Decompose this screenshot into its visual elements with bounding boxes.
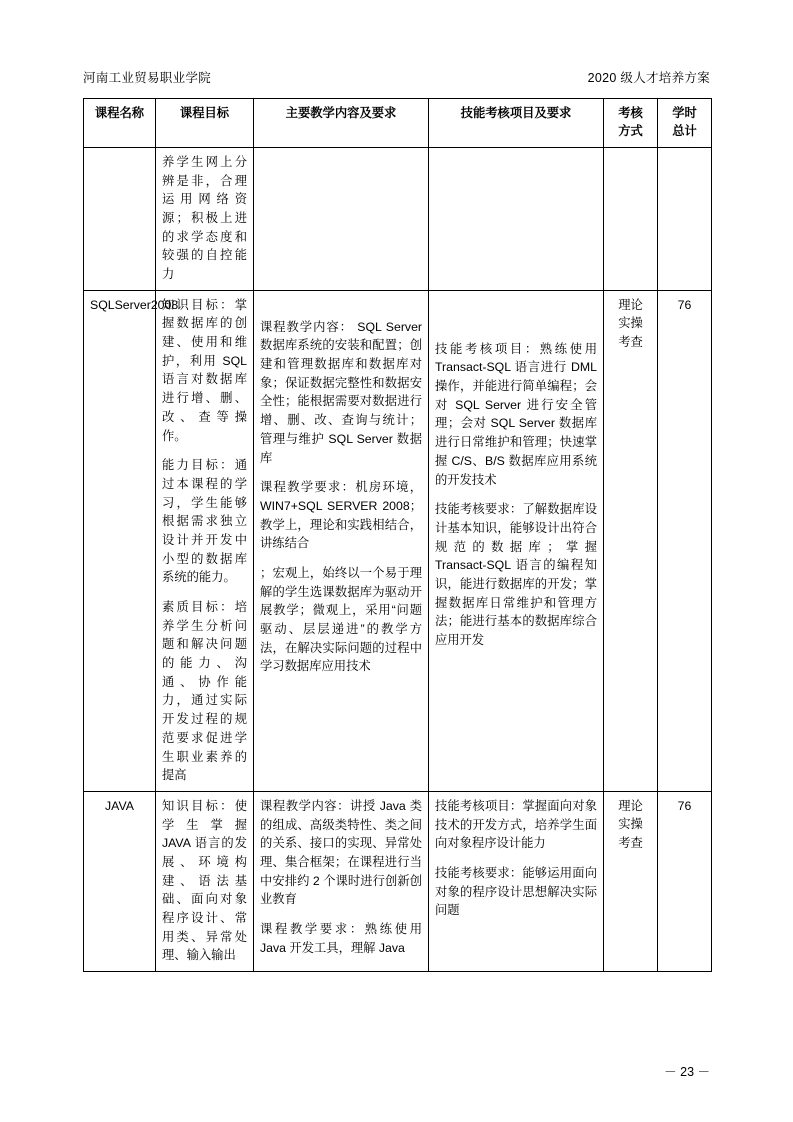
objective-paragraph: 能力目标：通过本课程的学习，学生能够根据需求独立设计并开发中小型的数据库系统的能力。 [162,458,247,585]
column-header-total-hours [658,99,712,148]
objective-paragraph: 知识目标：使学 生 掌 握 JAVA 语言的发展、环境构建、语法基础、面向对象程序设计、常用类、异常处理、输入输出 [162,798,247,963]
assessment-method-line2: 方式 [618,124,643,139]
content-top-spacer2 [260,307,422,318]
page-number: － 23 － [664,1065,710,1079]
cell-skill-assessment [429,147,604,290]
column-header-course-objective: 课程目标 [156,99,254,148]
objective-paragraph: 知识目标：掌握数据库的创建、使用和维护，利用 SQL 语言对数据库进行增、删、改、查等操作。 [162,297,247,443]
total-hours-line1: 学时 [672,106,697,120]
cell-teaching-content [254,290,429,791]
assessment-top-spacer3 [435,318,597,329]
cell-course-objective [156,791,254,971]
cell-assessment-method [604,290,658,791]
cell-course-name [84,147,156,290]
page-footer [0,1062,710,1080]
table-row [84,147,712,290]
content-paragraph: 课程教学内容： SQL Server 数据库系统的安装和配置；创建和管理数据库和数据库对象；保证数据完整性和数据安全性；能根据需要对数据进行增、删、改、查询与统计； 管理与维护 SQL Server 数据库 [260,319,422,465]
table-row [84,791,712,971]
assessment-paragraph: 技能考核要求：了解数据库设计基本知识，能够设计出符合规范的数据库；掌握 Transact-SQL 语言的编程知识，能进行数据库的开发；掌握数据库日常维护和管理方法；能进行基本的数据库综合应用开发 [435,502,597,647]
method-line: 实操 [618,316,643,331]
curriculum-table [83,98,712,972]
column-header-skill-assessment: 技能考核项目及要求 [429,99,604,148]
assessment-paragraph: 技能考核要求：能够运用面向对象的程序设计思想解决实际问题 [435,865,597,918]
cell-course-name: JAVA [84,791,156,971]
assessment-paragraph: 技能考核项目：掌握面向对象技术的开发方式，培养学生面向对象程序设计能力 [435,798,597,851]
content-paragraph: 课程教学要求：机房环境，WIN7+SQL SERVER 2008；教学上，理论和实践相结合，讲练结合 [260,480,422,551]
cell-total-hours: 76 [658,791,712,971]
objective-paragraph: 素质目标：培养学生分析问题和解决问题的能力、沟通、协作能力，通过实际开发过程的规范要求促进学生职业素养的提高 [162,600,247,783]
assessment-top-spacer2 [435,307,597,318]
cell-teaching-content [254,147,429,290]
cell-skill-assessment [429,290,604,791]
content-paragraph: 课程教学要求：熟练使用 Java 开发工具，理解 Java [260,922,422,955]
content-top-spacer [260,296,422,307]
cell-assessment-method [604,791,658,971]
column-header-teaching-content: 主要教学内容及要求 [254,99,429,148]
cell-total-hours: 76 [658,290,712,791]
content-paragraph: ；宏观上，始终以一个易于理解的学生选课数据库为驱动开展教学；微观上，采用“问题驱动、层层递进”的教学方法，在解决实际问题的过程中学习数据库应用技术 [260,565,422,674]
assessment-top-spacer [435,296,597,307]
cell-total-hours [658,147,712,290]
method-line: 理论 [618,798,643,813]
method-line: 考查 [618,334,643,349]
assessment-method-line1: 考核 [618,106,643,120]
header-document-title: 2020 级人才培养方案 [587,71,710,85]
method-line: 考查 [618,835,643,850]
cell-assessment-method [604,147,658,290]
page-header [83,68,710,86]
method-line: 理论 [618,297,643,312]
cell-course-name: SQLServer2008 [84,290,156,791]
column-header-course-name: 课程名称 [84,99,156,148]
table-header-row [84,99,712,148]
cell-teaching-content [254,791,429,971]
content-paragraph: 课程教学内容：讲授 Java 类的组成、高级类特性、类之间的关系、接口的实现、异常处理、集合框架；在课程进行当中安排约 2 个课时进行创新创业教育 [260,798,422,907]
assessment-top-spacer4 [435,329,597,340]
column-header-assessment-method [604,99,658,148]
header-institution: 河南工业贸易职业学院 [83,71,212,85]
assessment-paragraph: 技能考核项目：熟练使用 Transact-SQL 语言进行 DML 操作，并能进行简单编程；会对 SQL Server 进行安全管理；会对 SQL Server 数据库进行日常维护和管理；快速掌握 C/S、B/S 数据库应用系统的开发技术 [435,341,597,487]
total-hours-line2: 总计 [672,124,697,139]
method-line: 实操 [618,817,643,832]
table-row [84,290,712,791]
cell-course-objective: 养学生网上分辨是非，合理运用网络资源；积极上进的求学态度和较强的自控能力 [156,147,254,290]
cell-skill-assessment [429,791,604,971]
cell-course-objective [156,290,254,791]
